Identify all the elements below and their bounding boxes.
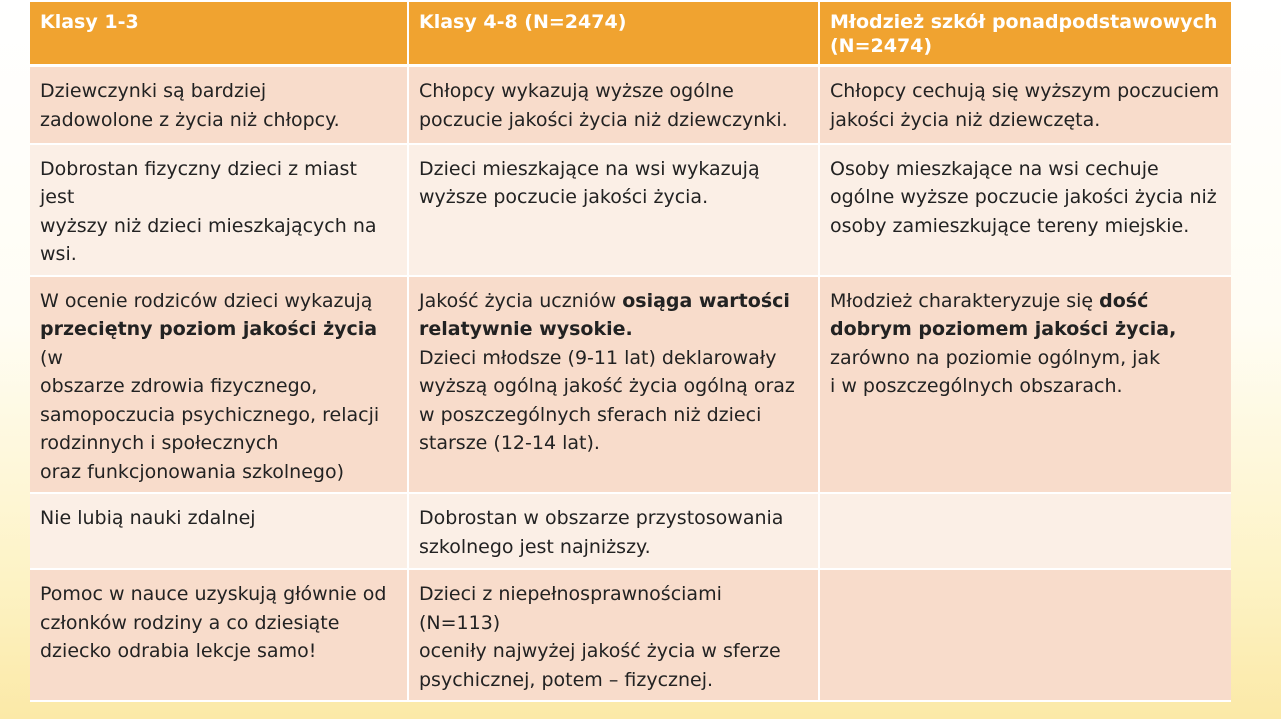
cell-line: Pomoc w nauce uzyskują głównie od <box>40 583 387 605</box>
table-cell <box>819 66 1231 144</box>
table-cell <box>30 276 408 494</box>
bold-phrase: przeciętny poziom jakości życia <box>40 318 378 340</box>
bold-phrase: dość <box>1099 289 1149 312</box>
table-cell <box>408 569 819 701</box>
table-cell <box>30 144 408 276</box>
cell-line: ogólne wyższe poczucie jakości życia niż <box>830 186 1217 208</box>
cell-line: W ocenie rodziców dzieci wykazują <box>40 289 373 312</box>
cell-line: Dobrostan fizyczny dzieci z miast jest <box>40 157 357 208</box>
cell-line: wsi. <box>40 243 77 265</box>
table-cell <box>408 66 819 144</box>
header-text: (N=2474) <box>830 35 933 57</box>
cell-line: psychicznej, potem – fizycznej. <box>419 668 714 691</box>
cell-line: zadowolone z życia niż chłopcy. <box>40 108 340 131</box>
table-cell <box>30 569 408 701</box>
cell-line: Dzieci młodsze (9-11 lat) deklarowały <box>419 346 777 369</box>
cell-line: i w poszczególnych obszarach. <box>830 375 1123 397</box>
cell-line <box>419 315 808 344</box>
table-row <box>30 144 1231 276</box>
cell-line <box>419 287 808 316</box>
bold-phrase: dobrym poziomem jakości życia <box>830 318 1170 340</box>
table-cell <box>408 493 819 569</box>
header-text: Klasy 4-8 (N=2474) <box>419 11 627 33</box>
cell-line <box>830 315 1221 344</box>
cell-line: starsze (12-14 lat). <box>419 432 600 454</box>
table-cell <box>819 276 1231 494</box>
table-cell-empty <box>819 493 1231 569</box>
cell-line: obszarze zdrowia fizycznego, <box>40 375 318 397</box>
header-text: Młodzież szkół ponadpodstawowych <box>830 11 1218 33</box>
header-klasy-1-3 <box>30 2 408 66</box>
cell-line: Dzieci mieszkające na wsi wykazują <box>419 157 760 180</box>
cell-line <box>830 287 1221 316</box>
cell-text-before: Młodzież charakteryzuje się <box>830 289 1100 312</box>
table-cell <box>819 144 1231 276</box>
table-cell <box>408 144 819 276</box>
bold-phrase: osiąga wartości <box>622 289 790 312</box>
cell-line: członków rodziny a co dziesiąte <box>40 611 340 634</box>
cell-line <box>40 315 397 372</box>
table-row <box>30 276 1231 494</box>
cell-line: wyższą ogólną jakość życia ogólną oraz <box>419 375 795 397</box>
cell-line: samopoczucia psychicznego, relacji <box>40 403 380 426</box>
cell-line: Osoby mieszkające na wsi cechuje <box>830 157 1159 180</box>
cell-line: szkolnego jest najniższy. <box>419 535 651 558</box>
bold-phrase: relatywnie wysokie. <box>419 318 633 340</box>
cell-line: osoby zamieszkujące tereny miejskie. <box>830 214 1190 237</box>
cell-line: oraz funkcjonowania szkolnego) <box>40 460 344 483</box>
bold-comma: , <box>1169 318 1177 340</box>
cell-line: Dobrostan w obszarze przystosowania <box>419 507 784 529</box>
cell-line: poczucie jakości życia niż dziewczynki. <box>419 108 788 131</box>
cell-line: Chłopcy wykazują wyższe ogólne <box>419 80 734 102</box>
cell-line: Nie lubią nauki zdalnej <box>40 507 256 529</box>
comparison-table <box>30 2 1231 702</box>
table-row <box>30 569 1231 701</box>
header-row <box>30 2 1231 66</box>
cell-text-after: (w <box>40 346 63 369</box>
table-cell <box>408 276 819 494</box>
table-cell-empty <box>819 569 1231 701</box>
header-klasy-4-8 <box>408 2 819 66</box>
cell-text-before: Jakość życia uczniów <box>419 289 623 312</box>
table-cell <box>30 493 408 569</box>
cell-line: zarówno na poziomie ogólnym, jak <box>830 346 1161 369</box>
header-mlodziez <box>819 2 1231 66</box>
cell-line: wyższy niż dzieci mieszkających na <box>40 214 377 237</box>
cell-line: Chłopcy cechują się wyższym poczuciem <box>830 80 1220 102</box>
cell-line: w poszczególnych sferach niż dzieci <box>419 403 762 426</box>
table-row <box>30 493 1231 569</box>
cell-line: Dzieci z niepełnosprawnościami (N=113) <box>419 583 722 634</box>
table-cell <box>30 66 408 144</box>
cell-line: oceniły najwyżej jakość życia w sferze <box>419 640 781 662</box>
cell-line: dziecko odrabia lekcje samo! <box>40 640 317 662</box>
cell-line: Dziewczynki są bardziej <box>40 80 267 102</box>
header-text: Klasy 1-3 <box>40 11 139 33</box>
cell-line: wyższe poczucie jakości życia. <box>419 186 709 208</box>
table-row <box>30 66 1231 144</box>
cell-line: rodzinnych i społecznych <box>40 432 279 454</box>
cell-line: jakości życia niż dziewczęta. <box>830 108 1101 131</box>
